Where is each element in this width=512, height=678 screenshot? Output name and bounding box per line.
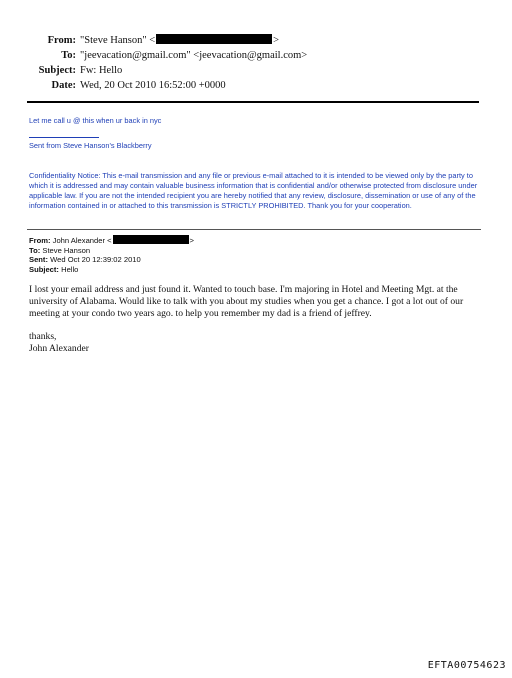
from-name: "Steve Hanson" < xyxy=(80,35,156,46)
from-value xyxy=(80,33,279,48)
date-row xyxy=(20,78,440,93)
subject-row xyxy=(20,63,440,78)
subject-value: Fw: Hello xyxy=(80,65,123,76)
confidentiality-notice: Confidentiality Notice: This e-mail transmission and any file or previous e-mail attached to it is intended to be viewed only by the party to which it is addressed and may contain valuable business information that is confidential and/or otherwise protected from disclosure under applicable law. If you are not the intended recipient you are hereby notified that any review, disclosure, dissemination or use of any of the information contained in or attached to this transmission is STRICTLY PROHIBITED. Thank you for your cooperation. xyxy=(29,171,478,210)
fwd-sent-value: Wed Oct 20 12:39:02 2010 xyxy=(50,255,141,265)
sender-name: John Alexander xyxy=(29,343,89,354)
forwarded-body: I lost your email address and just found it. Wanted to touch base. I'm majoring in Hotel and Meeting Mgt. at the university of Alabama. Would like to talk with you about my studies when you get a chance. I got a lot out of our meeting at your condo two years ago. to help you remember my dad is a friend of jeffrey. xyxy=(29,284,464,319)
header-divider xyxy=(27,101,479,103)
email-header xyxy=(20,33,440,93)
from-row xyxy=(20,33,440,48)
closing-block xyxy=(29,331,89,355)
to-label: To: xyxy=(61,50,76,61)
fwd-subject-row xyxy=(29,265,194,275)
fwd-from-label: From: xyxy=(29,236,51,245)
redaction-block xyxy=(113,235,189,244)
forward-divider xyxy=(27,229,481,230)
fwd-sent-row xyxy=(29,255,194,265)
date-value: Wed, 20 Oct 2010 16:52:00 +0000 xyxy=(80,80,226,91)
fwd-from-name: John Alexander < xyxy=(52,236,112,245)
fwd-from-row xyxy=(29,235,194,246)
fwd-to-value: Steve Hanson xyxy=(42,245,91,255)
subject-label: Subject: xyxy=(38,65,76,76)
fwd-sent-label: Sent: xyxy=(29,255,48,265)
signature-line: Sent from Steve Hanson's Blackberry xyxy=(29,141,152,150)
redaction-block xyxy=(156,34,272,44)
to-value: "jeevacation@gmail.com" <jeevacation@gmail.com> xyxy=(80,50,308,61)
fwd-subject-value: Hello xyxy=(61,264,79,274)
fwd-from-close: > xyxy=(189,236,194,245)
from-label: From: xyxy=(47,35,76,46)
date-label: Date: xyxy=(51,80,76,91)
signature-divider xyxy=(29,137,99,138)
from-close: > xyxy=(273,35,280,46)
fwd-to-row xyxy=(29,246,194,256)
fwd-subject-label: Subject: xyxy=(29,264,59,274)
to-row xyxy=(20,48,440,63)
fwd-to-label: To: xyxy=(29,245,41,255)
message-text: Let me call u @ this when ur back in nyc xyxy=(29,116,162,125)
bates-number: EFTA00754623 xyxy=(427,660,506,671)
closing-line: thanks, xyxy=(29,331,57,342)
forwarded-header xyxy=(29,235,194,274)
